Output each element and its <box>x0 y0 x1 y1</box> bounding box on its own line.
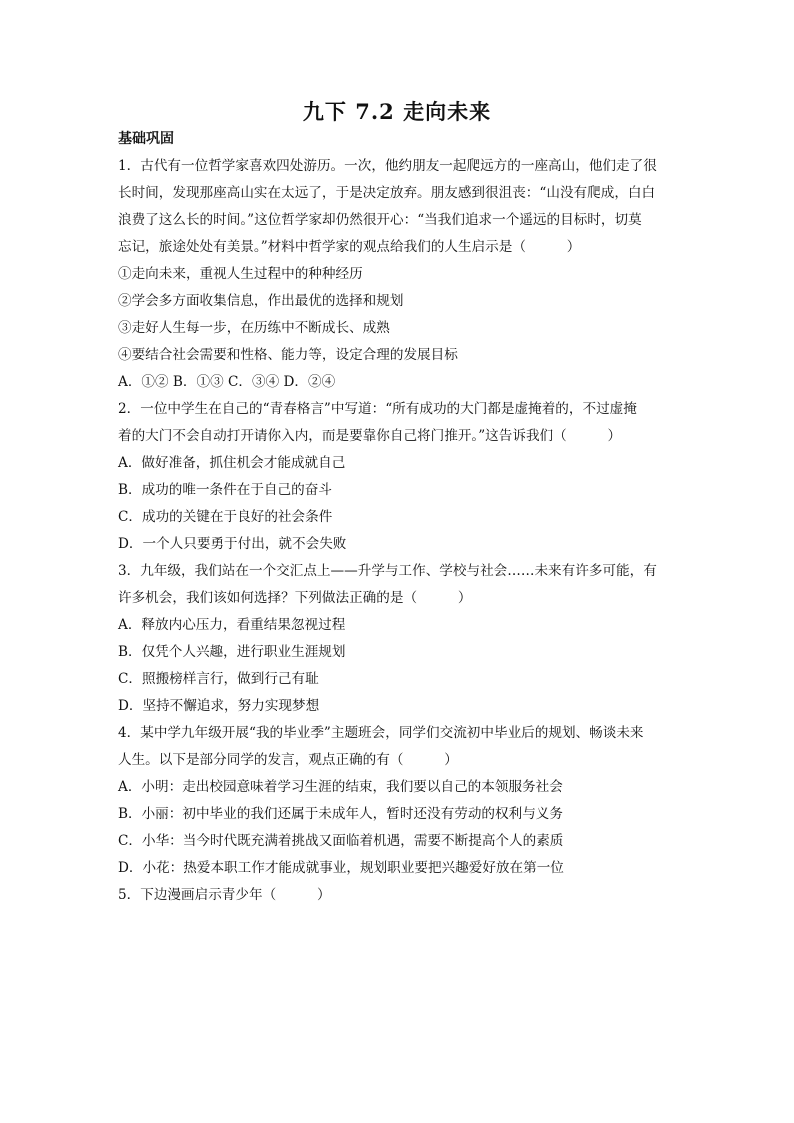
answer-option: ③走好人生每一步，在历练中不断成长、成熟 <box>118 320 390 336</box>
question-5 <box>118 882 678 909</box>
answer-option: ②学会多方面收集信息，作出最优的选择和规划 <box>118 293 404 309</box>
answer-option: A．小明：走出校园意味着学习生涯的结束，我们要以自己的本领服务社会 <box>118 779 563 795</box>
answer-option: ④要结合社会需要和性格、能力等，设定合理的发展目标 <box>118 347 458 363</box>
answer-option: D．一个人只要勇于付出，就不会失败 <box>118 536 347 552</box>
page-title: 九下 7.2 走向未来 <box>302 99 492 124</box>
question-line: 人生。以下是部分同学的发言，观点正确的有（ ） <box>118 752 458 768</box>
question-line: 浪费了这么长的时间。”这位哲学家却仍然很开心：“当我们追求一个遥远的目标时，切莫 <box>118 212 642 228</box>
answer-option: D．小花：热爱本职工作才能成就事业，规划职业要把兴趣爱好放在第一位 <box>118 860 564 876</box>
answer-option: C．成功的关键在于良好的社会条件 <box>118 509 333 525</box>
question-1 <box>118 153 678 396</box>
question-line: 忘记，旅途处处有美景。”材料中哲学家的观点给我们的人生启示是（ ） <box>118 239 581 255</box>
answer-option: A．做好准备，抓住机会才能成就自己 <box>118 455 346 471</box>
answer-option: ①走向未来，重视人生过程中的种种经历 <box>118 266 363 282</box>
answer-option: B．仅凭个人兴趣，进行职业生涯规划 <box>118 644 346 660</box>
answer-option: A．释放内心压力，看重结果忽视过程 <box>118 617 346 633</box>
question-line: 1．古代有一位哲学家喜欢四处游历。一次，他约朋友一起爬远方的一座高山，他们走了很 <box>118 158 657 174</box>
document-content <box>118 126 678 909</box>
question-line: 2．一位中学生在自己的“青春格言”中写道：“所有成功的大门都是虚掩着的，不过虚掩 <box>118 401 637 417</box>
question-line: 5．下边漫画启示青少年（ ） <box>118 887 331 903</box>
answer-option: C．照搬榜样言行，做到行己有耻 <box>118 671 319 687</box>
answer-option: D．坚持不懈追求，努力实现梦想 <box>118 698 320 714</box>
answer-option: C．小华：当今时代既充满着挑战又面临着机遇，需要不断提高个人的素质 <box>118 833 564 849</box>
question-line: 4．某中学九年级开展“我的毕业季”主题班会，同学们交流初中毕业后的规划、畅谈未来 <box>118 725 644 741</box>
answer-choices: A．①② B．①③ C．③④ D．②④ <box>118 374 336 390</box>
question-line: 3．九年级，我们站在一个交汇点上——升学与工作、学校与社会……未来有许多可能，有 <box>118 563 657 579</box>
answer-option: B．成功的唯一条件在于自己的奋斗 <box>118 482 332 498</box>
question-3 <box>118 558 678 720</box>
question-4 <box>118 720 678 882</box>
question-2 <box>118 396 678 558</box>
answer-option: B．小丽：初中毕业的我们还属于未成年人，暂时还没有劳动的权利与义务 <box>118 806 563 822</box>
section-heading: 基础巩固 <box>118 131 174 147</box>
question-line: 着的大门不会自动打开请你入内，而是要靠你自己将门推开。”这告诉我们（ ） <box>118 428 622 444</box>
question-line: 长时间，发现那座高山实在太远了，于是决定放弃。朋友感到很沮丧：“山没有爬成，白白 <box>118 185 656 201</box>
question-line: 许多机会，我们该如何选择？下列做法正确的是（ ） <box>118 590 472 606</box>
